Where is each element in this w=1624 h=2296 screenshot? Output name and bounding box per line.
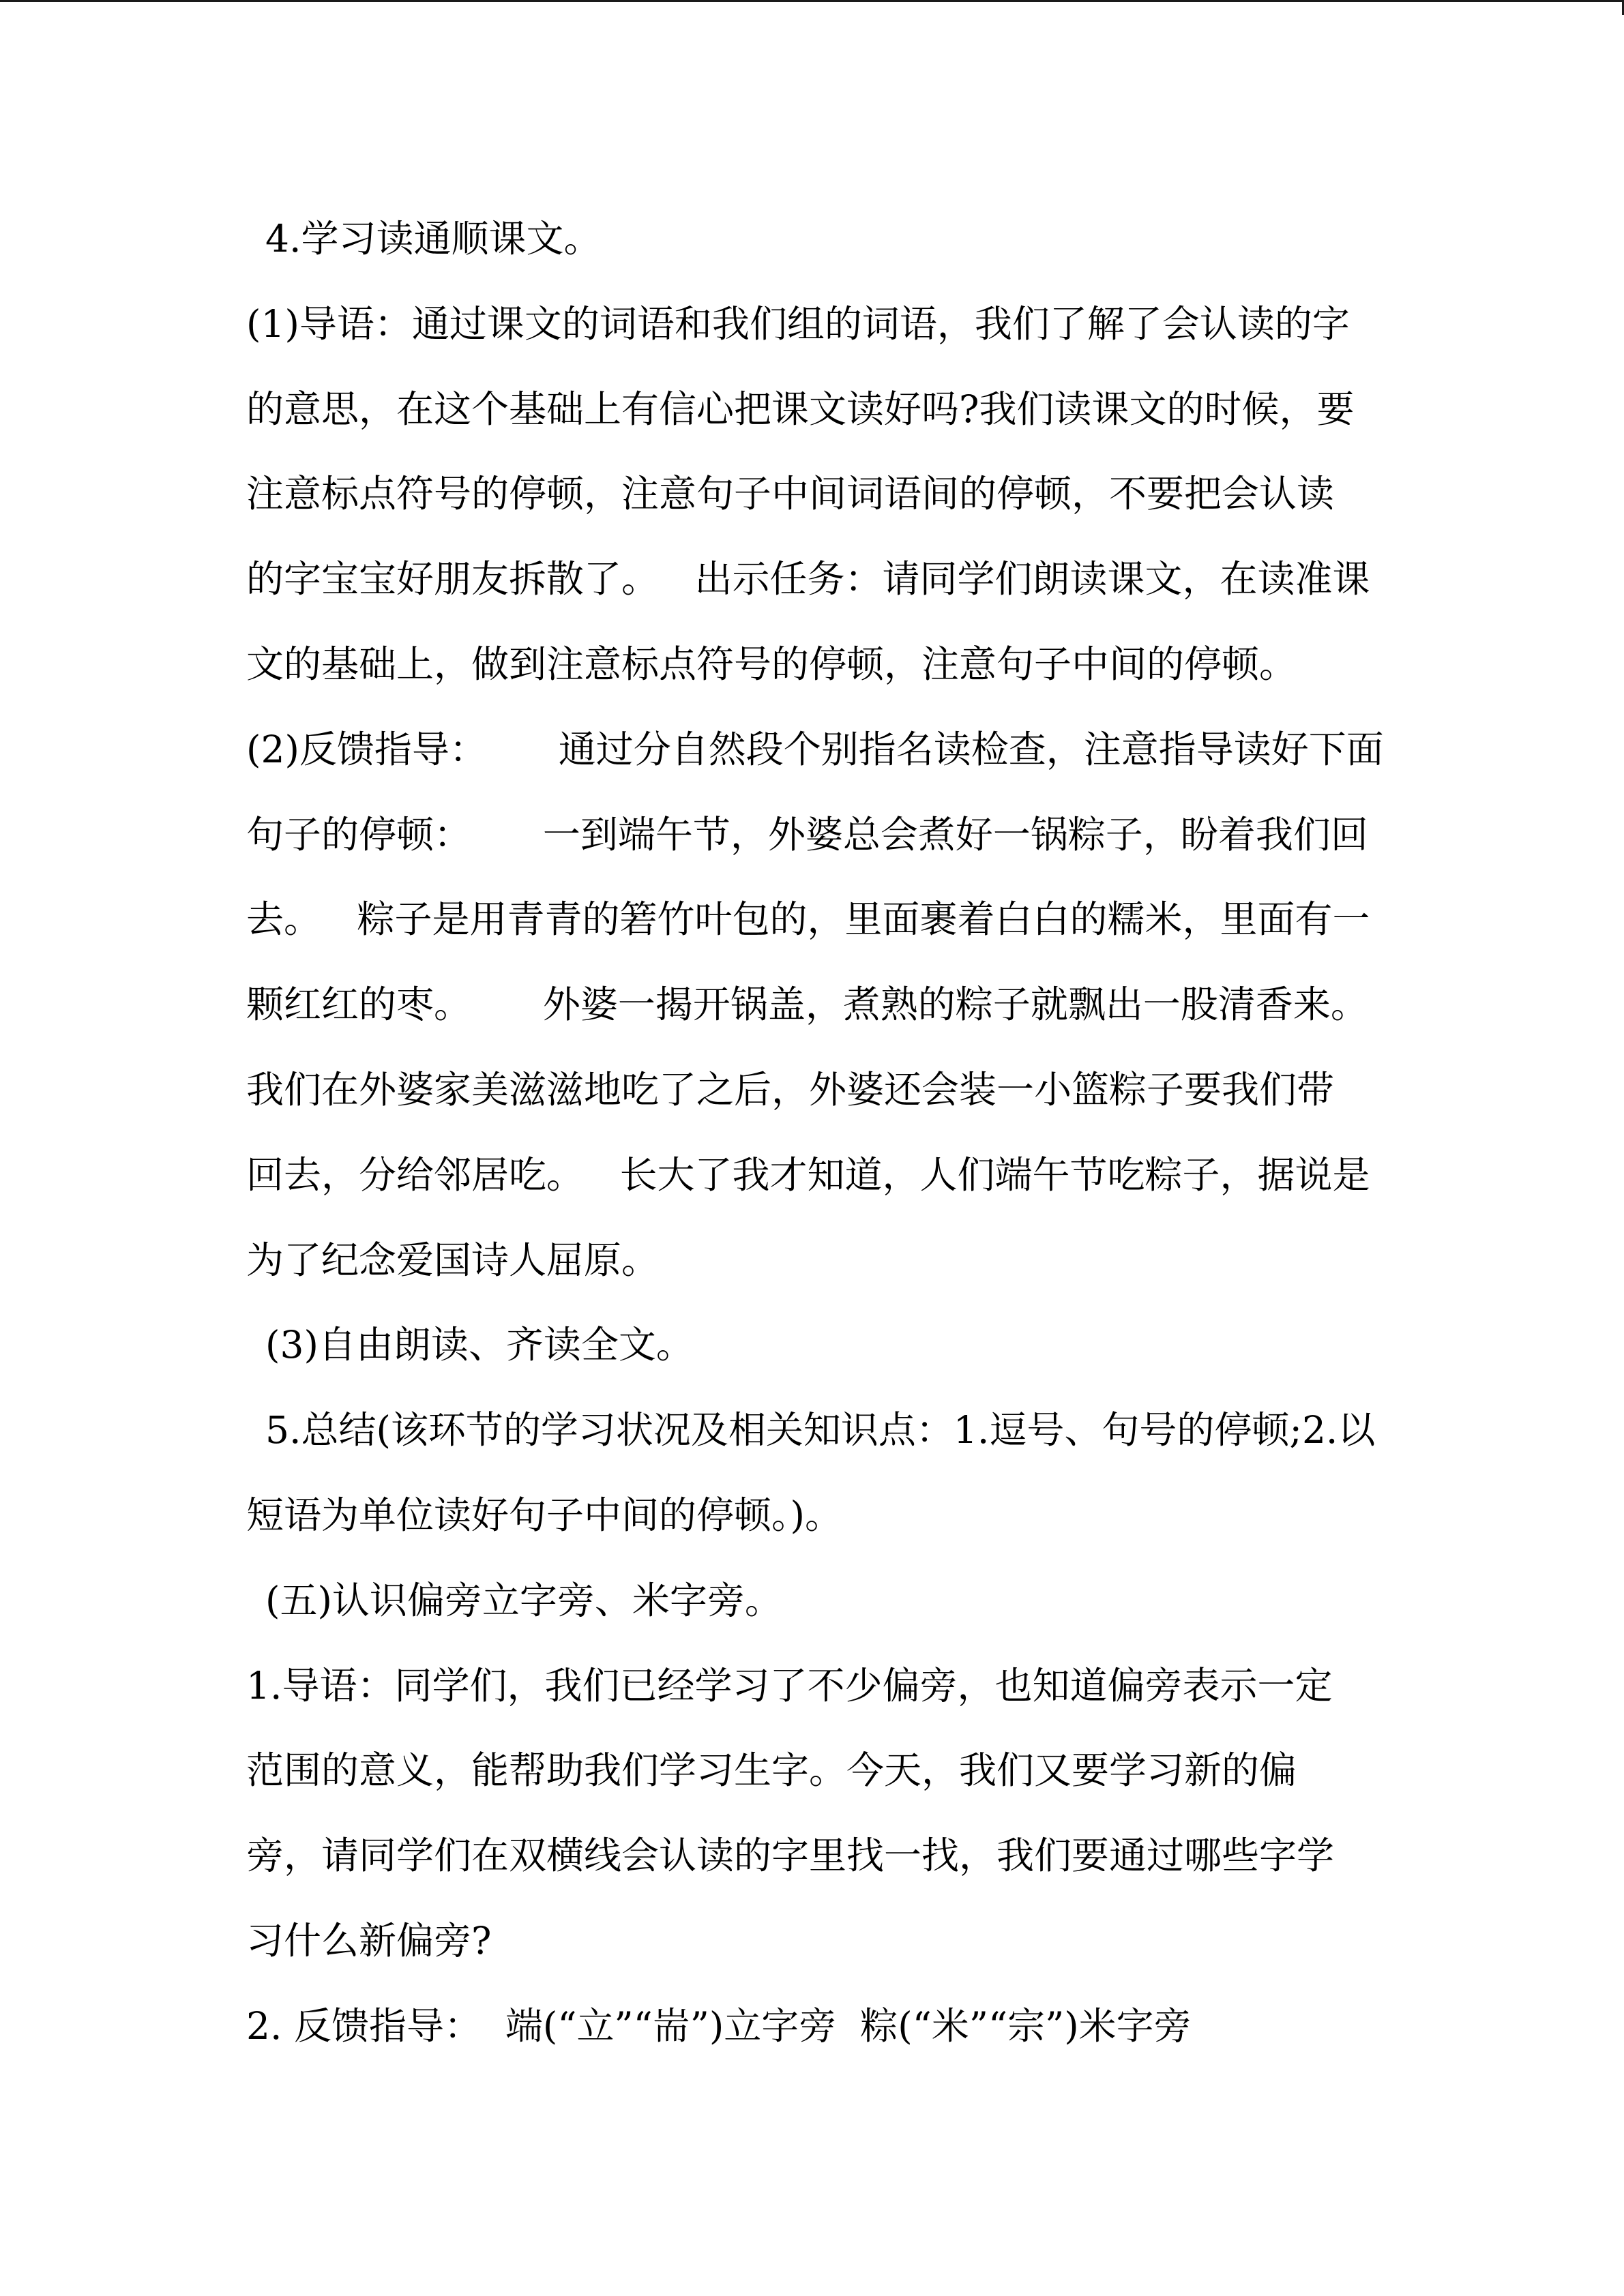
paragraph-line: (1)导语：通过课文的词语和我们组的词语，我们了解了会认读的字 [246,301,1350,346]
paragraph-line: 为了纪念爱国诗人屈原。 [246,1238,660,1282]
paragraph-line: 范围的意义，能帮助我们学习生字。今天，我们又要学习新的偏 [246,1748,1297,1793]
document-body [246,196,1474,2069]
paragraph-line: 我们在外婆家美滋滋地吃了之后，外婆还会装一小篮粽子要我们带 [246,1067,1335,1112]
paragraph-line: 习什么新偏旁? [246,1918,492,1963]
paragraph-line: 的字宝宝好朋友拆散了。 出示任务：请同学们朗读课文，在读准课 [246,557,1370,601]
paragraph-line: 1.导语：同学们，我们已经学习了不少偏旁，也知道偏旁表示一定 [246,1663,1333,1708]
paragraph-line: 去。 粽子是用青青的箬竹叶包的，里面裹着白白的糯米，里面有一 [246,897,1370,942]
paragraph-line: 颗红红的枣。 外婆一揭开锅盖，煮熟的粽子就飘出一股清香来。 [246,983,1368,1027]
step-heading: 4.学习读通顺课文。 [265,217,602,260]
paragraph-line: 的意思，在这个基础上有信心把课文读好吗?我们读课文的时候，要 [246,387,1355,431]
paragraph-line: (2)反馈指导： 通过分自然段个别指名读检查，注意指导读好下面 [246,727,1384,771]
page-top-border [0,0,1624,2]
paragraph-line: 句子的停顿： 一到端午节，外婆总会煮好一锅粽子，盼着我们回 [246,812,1368,856]
paragraph-line: 文的基础上，做到注意标点符号的停顿，注意句子中间的停顿。 [246,642,1297,686]
step-item: (3)自由朗读、齐读全文。 [265,1323,694,1367]
paragraph-line: 2. 反馈指导： 端(“立”“耑”)立字旁 粽(“米”“宗”)米字旁 [246,2003,1192,2048]
paragraph-line: 注意标点符号的停顿，注意句子中间词语间的停顿，不要把会认读 [246,472,1335,516]
paragraph-line: 旁，请同学们在双横线会认读的字里找一找，我们要通过哪些字学 [246,1834,1335,1878]
paragraph-line: 回去，分给邻居吃。 长大了我才知道，人们端午节吃粽子，据说是 [246,1152,1370,1197]
paragraph-line: 短语为单位读好句子中间的停顿。)。 [246,1493,842,1537]
step-heading: 5.总结(该环节的学习状况及相关知识点：1.逗号、句号的停顿;2.以 [265,1408,1376,1452]
section-heading: (五)认识偏旁立字旁、米字旁。 [265,1578,782,1622]
